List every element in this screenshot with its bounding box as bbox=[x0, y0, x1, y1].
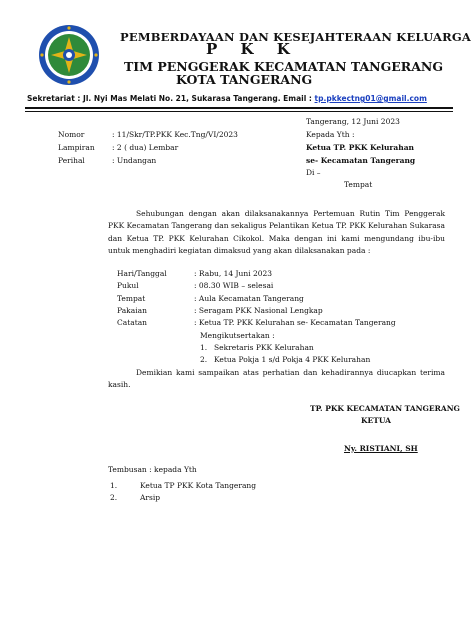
cc-item-num: 1. bbox=[110, 481, 118, 490]
cc-item-num: 2. bbox=[110, 493, 118, 502]
recipient-line1: Ketua TP. PKK Kelurahan bbox=[306, 143, 415, 152]
meta-label-nomor: Nomor bbox=[58, 130, 85, 139]
detail-label-date: Hari/Tanggal bbox=[117, 269, 167, 278]
detail-value-attire: : Seragam PKK Nasional Lengkap bbox=[194, 306, 323, 315]
note-item-text: Ketua Pokja 1 s/d Pokja 4 PKK Kelurahan bbox=[214, 355, 371, 364]
meta-label-perihal: Perihal bbox=[58, 156, 85, 165]
org-name-line3: KOTA TANGERANG bbox=[176, 72, 313, 87]
body-intro-paragraph: Sehubungan dengan akan dilaksanakannya Pertemuan Rutin Tim Penggerak PKK Kecamatan Tangerang dan sekaligus Pelantikan Ketua TP. PKK Kelurahan Sukarasa dan Ketua TP. PKK Kelurahan Cikokol. Maka dengan ini kami mengundang ibu-ibu untuk menghadiri kegiatan dimaksud yang akan dilaksanakan pada : bbox=[108, 209, 445, 256]
email-link[interactable]: tp.pkkectng01@gmail.com bbox=[314, 94, 427, 103]
address-line bbox=[27, 94, 427, 103]
detail-value-time: : 08.30 WIB – selesai bbox=[194, 281, 274, 290]
recipient-line2: se- Kecamatan Tangerang bbox=[306, 156, 416, 165]
pkk-logo bbox=[38, 24, 100, 86]
meta-value-perihal: : Undangan bbox=[112, 156, 157, 165]
detail-label-time: Pukul bbox=[117, 281, 139, 290]
org-acronym: P K K bbox=[206, 40, 299, 58]
recipient-to: Kepada Yth : bbox=[306, 130, 355, 139]
detail-value-place: : Aula Kecamatan Tangerang bbox=[194, 294, 304, 303]
cc-item-text: Ketua TP PKK Kota Tangerang bbox=[140, 481, 257, 490]
address-text: Sekretariat : Jl. Nyi Mas Melati No. 21, Sukarasa Tangerang. Email : bbox=[27, 94, 315, 103]
cc-item-text: Arsip bbox=[140, 493, 161, 502]
recipient-line3: Di – bbox=[306, 168, 321, 177]
detail-value-date: : Rabu, 14 Juni 2023 bbox=[194, 269, 273, 278]
note-item-num: 2. bbox=[200, 355, 208, 364]
closing-paragraph: Demikian kami sampaikan atas perhatian dan kehadirannya diucapkan terima kasih. bbox=[108, 368, 445, 390]
note-item-num: 1. bbox=[200, 343, 208, 352]
recipient-line4: Tempat bbox=[344, 180, 373, 189]
detail-value-note: : Ketua TP. PKK Kelurahan se- Kecamatan Tangerang bbox=[194, 318, 396, 327]
signatory-org: TP. PKK KECAMATAN TANGERANG bbox=[310, 404, 460, 413]
header-rule-thin bbox=[25, 111, 453, 112]
signatory-title: KETUA bbox=[361, 416, 391, 425]
note-item-text: Sekretaris PKK Kelurahan bbox=[214, 343, 314, 352]
org-name-line1: PEMBERDAYAAN DAN KESEJAHTERAAN KELUARGA bbox=[120, 30, 471, 44]
detail-label-note: Catatan bbox=[117, 318, 148, 327]
note-intro: Mengikutsertakan : bbox=[200, 331, 275, 340]
org-name-line2: TIM PENGGERAK KECAMATAN TANGERANG bbox=[124, 59, 443, 74]
meta-label-lampiran: Lampiran bbox=[58, 143, 95, 152]
meta-value-lampiran: : 2 ( dua) Lembar bbox=[112, 143, 179, 152]
detail-label-place: Tempat bbox=[117, 294, 146, 303]
signatory-name: Ny. RISTIANI, SH bbox=[344, 444, 418, 453]
meta-value-nomor: : 11/Skr/TP.PKK Kec.Tng/VI/2023 bbox=[112, 130, 238, 139]
header-rule-thick bbox=[25, 107, 453, 109]
cc-title: Tembusan : kepada Yth bbox=[108, 465, 197, 474]
detail-label-attire: Pakaian bbox=[117, 306, 147, 315]
letter-date: Tangerang, 12 Juni 2023 bbox=[306, 117, 400, 126]
